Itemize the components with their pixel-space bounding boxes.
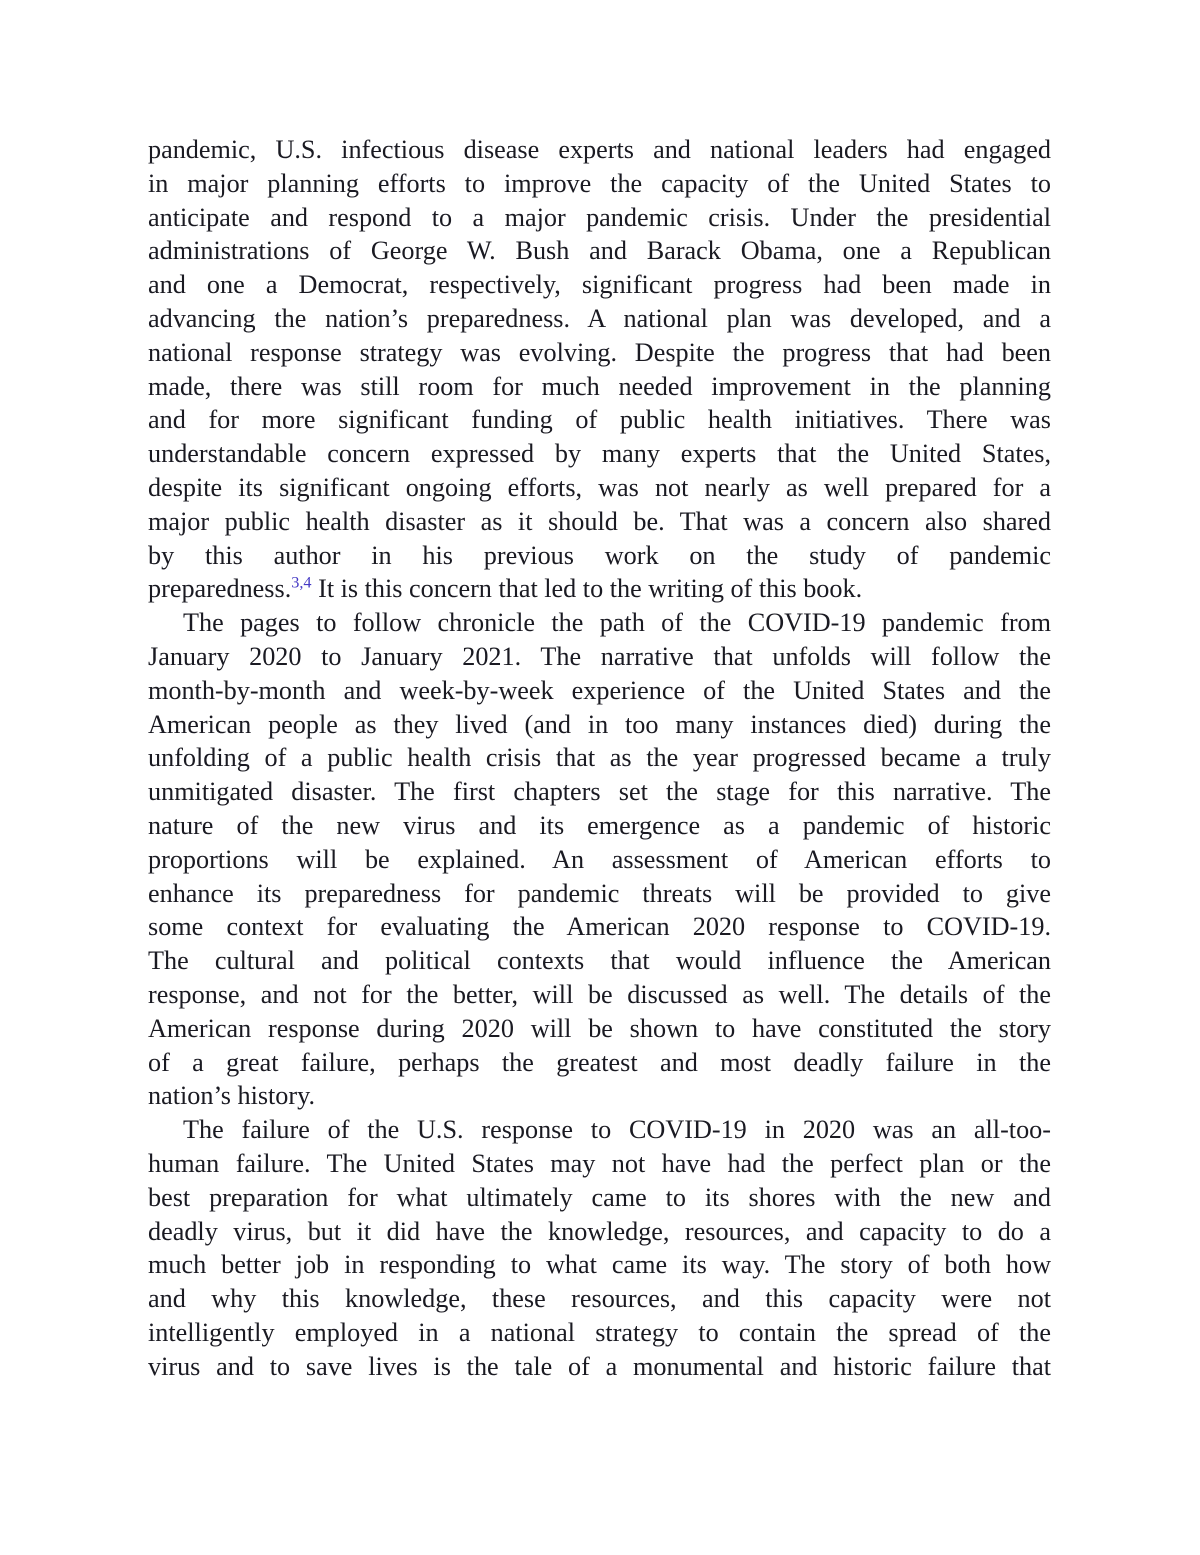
text-line: understandable concern expressed by many experts that the United States, — [148, 439, 1051, 469]
text-line: national response strategy was evolving. Despite the progress that had been — [148, 337, 1051, 367]
text-line: major public health disaster as it should be. That was a concern also shared — [148, 506, 1051, 536]
text-line: unmitigated disaster. The first chapters set the stage for this narrative. The — [148, 777, 1051, 807]
text-line: proportions will be explained. An assessment of American efforts to — [148, 844, 1051, 874]
text-line: some context for evaluating the American 2020 response to COVID-19. — [148, 912, 1051, 942]
text-line: American response during 2020 will be shown to have constituted the story — [148, 1013, 1051, 1043]
text-line: nature of the new virus and its emergence as a pandemic of historic — [148, 810, 1051, 840]
text-line: and one a Democrat, respectively, significant progress had been made in — [148, 270, 1051, 300]
text-line: administrations of George W. Bush and Barack Obama, one a Republican — [148, 236, 1051, 266]
text-line: unfolding of a public health crisis that as the year progressed became a truly — [148, 743, 1051, 773]
text-line: The failure of the U.S. response to COVID-19 in 2020 was an all-too- — [183, 1115, 1051, 1145]
text-line: American people as they lived (and in too many instances died) during the — [148, 709, 1051, 739]
text-line: in major planning efforts to improve the capacity of the United States to — [148, 168, 1051, 198]
text-line: deadly virus, but it did have the knowledge, resources, and capacity to do a — [148, 1216, 1051, 1246]
text-line: nation’s history. — [148, 1081, 316, 1111]
text-line: January 2020 to January 2021. The narrative that unfolds will follow the — [148, 641, 1051, 671]
line-text-segment: preparedness. — [148, 574, 292, 604]
text-line: of a great failure, perhaps the greatest and most deadly failure in the — [148, 1047, 1051, 1077]
text-line: The cultural and political contexts that would influence the American — [148, 946, 1051, 976]
text-line: and why this knowledge, these resources, and this capacity were not — [148, 1284, 1051, 1314]
text-line: month-by-month and week-by-week experience of the United States and the — [148, 675, 1051, 705]
text-line: despite its significant ongoing efforts, was not nearly as well prepared for a — [148, 472, 1051, 502]
text-line: enhance its preparedness for pandemic threats will be provided to give — [148, 878, 1051, 908]
text-line: response, and not for the better, will be discussed as well. The details of the — [148, 979, 1051, 1009]
text-line: made, there was still room for much needed improvement in the planning — [148, 371, 1051, 401]
text-line: intelligently employed in a national strategy to contain the spread of the — [148, 1317, 1051, 1347]
text-line: The pages to follow chronicle the path of the COVID-19 pandemic from — [183, 608, 1051, 638]
text-line: by this author in his previous work on the study of pandemic — [148, 540, 1051, 570]
text-line: much better job in responding to what came its way. The story of both how — [148, 1250, 1051, 1280]
text-line: virus and to save lives is the tale of a monumental and historic failure that — [148, 1351, 1051, 1381]
paragraph-1 — [148, 133, 1051, 606]
text-line: pandemic, U.S. infectious disease experts and national leaders had engaged — [148, 135, 1051, 164]
text-line: best preparation for what ultimately came to its shores with the new and — [148, 1182, 1051, 1212]
body-text-column — [148, 133, 1051, 1383]
text-line: advancing the nation’s preparedness. A national plan was developed, and a — [148, 303, 1051, 333]
text-line: anticipate and respond to a major pandemic crisis. Under the presidential — [148, 202, 1051, 232]
paragraph-3 — [148, 1113, 1051, 1383]
text-line: and for more significant funding of public health initiatives. There was — [148, 405, 1051, 435]
text-line-with-footnote-ref — [148, 572, 1051, 606]
line-text-segment: It is this concern that led to the writing of this book. — [311, 574, 863, 604]
paragraph-2 — [148, 606, 1051, 1113]
footnote-reference-link[interactable]: 3,4 — [291, 573, 312, 592]
text-line: human failure. The United States may not have had the perfect plan or the — [148, 1148, 1051, 1178]
